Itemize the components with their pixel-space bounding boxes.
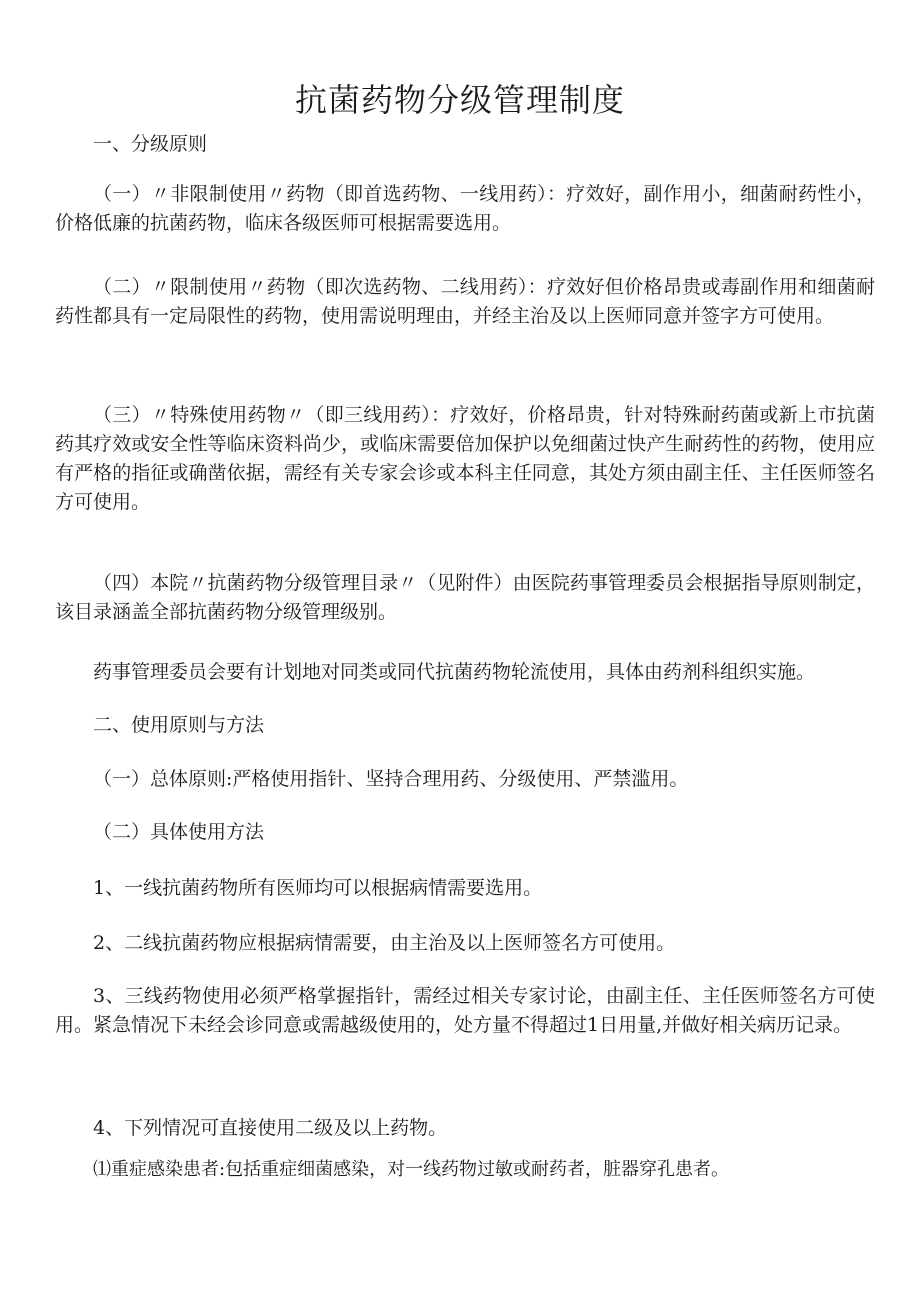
paragraph-catalog: （四）本院〃抗菌药物分级管理目录〃（见附件）由医院药事管理委员会根据指导原则制定，该目录涵盖全部抗菌药物分级管理级别。	[55, 572, 875, 623]
rule-3: 3、三线药物使用必须严格掌握指针，需经过相关专家讨论，由副主任、主任医师签名方可使用。紧急情况下未经会诊同意或需越级使用的，处方量不得超过1日用量,并做好相关病历记录。	[55, 985, 875, 1036]
rule-2: 2、二线抗菌药物应根据病情需要，由主治及以上医师签名方可使用。	[93, 932, 676, 954]
rule-4: 4、下列情况可直接使用二级及以上药物。	[93, 1117, 448, 1139]
document-title: 抗菌药物分级管理制度	[294, 81, 625, 119]
section-heading-1: 一、分级原则	[93, 133, 208, 155]
paragraph-rotation: 药事管理委员会要有计划地对同类或同代抗菌药物轮流使用，具体由药剂科组织实施。	[93, 661, 816, 683]
paragraph-special-use: （三）〃特殊使用药物〃（即三线用药）：疗效好，价格昂贵，针对特殊耐药菌或新上市抗菌药其疗效或安全性等临床资料尚少，或临床需要倍加保护以免细菌过快产生耐药性的药物，使用应有严格的指征或确凿依据，需经有关专家会诊或本科主任同意，其处方须由副主任、主任医师签名方可使用。	[55, 404, 875, 513]
rule-1: 1、一线抗菌药物所有医师均可以根据病情需要选用。	[93, 877, 543, 899]
section-heading-2: 二、使用原则与方法	[93, 714, 265, 736]
severe-infection-item: ⑴重症感染患者:包括重症细菌感染，对一线药物过敏或耐药者，脏器穿孔患者。	[93, 1159, 730, 1180]
overall-principle: （一）总体原则:严格使用指针、坚持合理用药、分级使用、严禁滥用。	[93, 768, 689, 790]
paragraph-restricted: （二）〃限制使用〃药物（即次选药物、二线用药）：疗效好但价格昂贵或毒副作用和细菌耐药性都具有一定局限性的药物，使用需说明理由，并经主治及以上医师同意并签字方可使用。	[55, 276, 875, 327]
specific-methods-heading: （二）具体使用方法	[93, 821, 265, 843]
paragraph-non-restricted: （一）〃非限制使用〃药物（即首选药物、一线用药）：疗效好，副作用小，细菌耐药性小，价格低廉的抗菌药物，临床各级医师可根据需要选用。	[55, 183, 875, 234]
